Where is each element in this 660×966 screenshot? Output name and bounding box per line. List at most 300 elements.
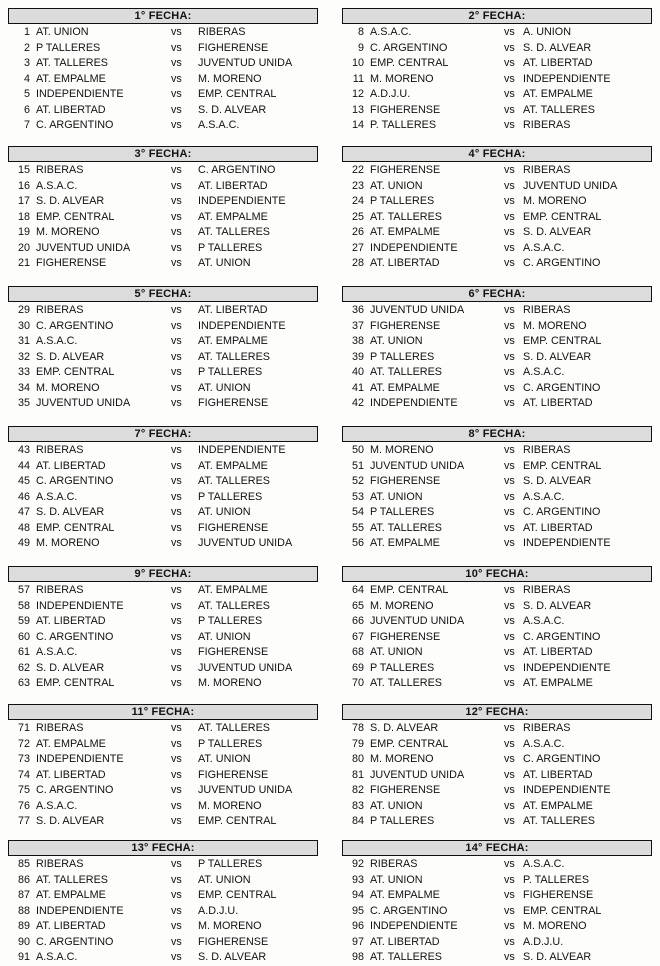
- match-number: 89: [17, 920, 30, 932]
- match-number: 70: [351, 677, 364, 689]
- vs-label: vs: [504, 319, 515, 332]
- home-team: RIBERAS: [370, 858, 418, 870]
- away-team: C. ARGENTINO: [523, 753, 601, 765]
- fecha-block: [342, 426, 652, 552]
- match-row: [342, 381, 652, 397]
- match-number: 78: [351, 722, 364, 734]
- match-number: 47: [17, 506, 30, 518]
- home-team: C. ARGENTINO: [370, 904, 448, 917]
- match-row: [342, 474, 652, 490]
- home-team: INDEPENDIENTE: [370, 920, 458, 932]
- match-number: 82: [351, 784, 364, 796]
- fecha-title: 12° FECHA:: [342, 704, 652, 720]
- match-row: [8, 768, 318, 784]
- home-team: AT. EMPALME: [36, 72, 106, 85]
- vs-label: vs: [171, 103, 182, 116]
- vs-label: vs: [171, 26, 182, 38]
- vs-label: vs: [171, 537, 182, 549]
- vs-label: vs: [504, 737, 515, 750]
- vs-label: vs: [504, 858, 515, 870]
- away-team: AT. TALLERES: [523, 103, 596, 116]
- match-row: [342, 536, 652, 552]
- home-team: A.S.A.C.: [36, 335, 78, 347]
- match-number: 49: [17, 537, 30, 549]
- home-team: P TALLERES: [370, 506, 435, 518]
- match-row: [8, 950, 318, 966]
- match-row: [342, 919, 652, 935]
- vs-label: vs: [504, 677, 515, 689]
- match-row: [342, 350, 652, 366]
- match-number: 46: [17, 490, 30, 503]
- match-row: [8, 904, 318, 920]
- match-row: [342, 103, 652, 119]
- vs-label: vs: [171, 889, 182, 901]
- vs-label: vs: [504, 615, 515, 627]
- match-row: [8, 873, 318, 889]
- vs-label: vs: [504, 444, 515, 456]
- fecha-title: 10° FECHA:: [342, 566, 652, 582]
- vs-label: vs: [171, 599, 182, 612]
- match-number: 67: [351, 630, 364, 643]
- match-row: [8, 459, 318, 475]
- match-row: [8, 163, 318, 179]
- match-number: 13: [351, 103, 364, 116]
- match-number: 95: [351, 904, 364, 917]
- vs-label: vs: [504, 920, 515, 932]
- vs-label: vs: [504, 646, 515, 658]
- home-team: A.S.A.C.: [36, 179, 78, 192]
- match-number: 98: [351, 951, 364, 963]
- match-row: [342, 459, 652, 475]
- fecha-block: [342, 704, 652, 830]
- vs-label: vs: [504, 210, 515, 223]
- match-row: [8, 645, 318, 661]
- match-number: 17: [17, 195, 30, 207]
- match-row: [342, 583, 652, 599]
- away-team: AT. LIBERTAD: [523, 397, 593, 409]
- away-team: AT. LIBERTAD: [198, 179, 268, 192]
- home-team: M. MORENO: [370, 753, 434, 765]
- away-team: INDEPENDIENTE: [523, 72, 611, 85]
- home-team: AT. TALLERES: [370, 210, 443, 223]
- home-team: AT. LIBERTAD: [370, 935, 440, 948]
- away-team: INDEPENDIENTE: [198, 444, 286, 456]
- match-row: [8, 41, 318, 57]
- match-number: 84: [351, 815, 364, 827]
- away-team: A.S.A.C.: [198, 119, 240, 131]
- match-number: 8: [357, 26, 364, 38]
- away-team: FIGHERENSE: [198, 397, 269, 409]
- home-team: AT. TALLERES: [370, 951, 443, 963]
- match-number: 76: [17, 799, 30, 812]
- home-team: S. D. ALVEAR: [370, 722, 439, 734]
- vs-label: vs: [171, 920, 182, 932]
- vs-label: vs: [504, 815, 515, 827]
- match-number: 19: [17, 226, 30, 238]
- match-number: 92: [351, 858, 364, 870]
- home-team: AT. TALLERES: [36, 873, 109, 886]
- match-number: 80: [351, 753, 364, 765]
- home-team: RIBERAS: [36, 164, 84, 176]
- vs-label: vs: [504, 335, 515, 347]
- match-row: [8, 919, 318, 935]
- match-row: [8, 857, 318, 873]
- away-team: P TALLERES: [198, 858, 263, 870]
- fecha-title: 7° FECHA:: [8, 426, 318, 442]
- away-team: S. D. ALVEAR: [523, 475, 592, 487]
- match-row: [342, 443, 652, 459]
- match-number: 97: [351, 935, 364, 948]
- home-team: AT. LIBERTAD: [36, 103, 106, 116]
- home-team: EMP. CENTRAL: [370, 57, 449, 69]
- away-team: A.D.J.U.: [198, 904, 239, 917]
- vs-label: vs: [171, 459, 182, 472]
- vs-label: vs: [504, 57, 515, 69]
- match-row: [8, 599, 318, 615]
- fecha-title: 14° FECHA:: [342, 840, 652, 856]
- match-number: 7: [23, 119, 30, 131]
- match-number: 38: [351, 335, 364, 347]
- vs-label: vs: [504, 506, 515, 518]
- vs-label: vs: [504, 904, 515, 917]
- match-number: 37: [351, 319, 364, 332]
- home-team: INDEPENDIENTE: [370, 241, 458, 254]
- home-team: AT. LIBERTAD: [36, 768, 106, 781]
- vs-label: vs: [504, 179, 515, 192]
- away-team: AT. LIBERTAD: [198, 304, 268, 316]
- vs-label: vs: [171, 490, 182, 503]
- away-team: FIGHERENSE: [198, 768, 269, 781]
- away-team: JUVENTUD UNIDA: [198, 537, 293, 549]
- match-row: [8, 490, 318, 506]
- fecha-title: 3° FECHA:: [8, 146, 318, 162]
- home-team: RIBERAS: [36, 304, 84, 316]
- home-team: AT. TALLERES: [370, 677, 443, 689]
- vs-label: vs: [171, 119, 182, 131]
- vs-label: vs: [504, 537, 515, 549]
- home-team: AT. TALLERES: [370, 521, 443, 534]
- match-number: 69: [351, 661, 364, 674]
- vs-label: vs: [504, 768, 515, 781]
- match-row: [342, 210, 652, 226]
- vs-label: vs: [504, 722, 515, 734]
- match-number: 68: [351, 646, 364, 658]
- home-team: M. MORENO: [370, 444, 434, 456]
- home-team: AT. UNION: [370, 179, 423, 192]
- match-number: 91: [17, 951, 30, 963]
- away-team: EMP. CENTRAL: [523, 904, 602, 917]
- fecha-title: 1° FECHA:: [8, 8, 318, 24]
- match-row: [8, 536, 318, 552]
- vs-label: vs: [504, 26, 515, 38]
- match-number: 77: [17, 815, 30, 827]
- match-row: [8, 521, 318, 537]
- match-row: [8, 443, 318, 459]
- home-team: S. D. ALVEAR: [36, 350, 105, 363]
- match-number: 28: [351, 257, 364, 269]
- match-row: [342, 599, 652, 615]
- match-row: [342, 225, 652, 241]
- home-team: RIBERAS: [36, 444, 84, 456]
- match-row: [342, 163, 652, 179]
- vs-label: vs: [504, 397, 515, 409]
- away-team: AT. UNION: [198, 873, 251, 886]
- match-number: 12: [351, 88, 364, 100]
- away-team: M. MORENO: [523, 195, 587, 207]
- match-row: [342, 614, 652, 630]
- fecha-title: 9° FECHA:: [8, 566, 318, 582]
- match-row: [342, 25, 652, 41]
- match-number: 40: [351, 366, 364, 378]
- match-row: [8, 103, 318, 119]
- home-team: A.S.A.C.: [370, 26, 412, 38]
- match-number: 54: [351, 506, 364, 518]
- match-row: [342, 935, 652, 951]
- match-number: 36: [351, 304, 364, 316]
- match-row: [342, 118, 652, 134]
- match-row: [8, 56, 318, 72]
- home-team: EMP. CENTRAL: [36, 677, 115, 689]
- vs-label: vs: [504, 784, 515, 796]
- vs-label: vs: [171, 475, 182, 487]
- match-row: [342, 645, 652, 661]
- home-team: P TALLERES: [370, 815, 435, 827]
- match-row: [8, 752, 318, 768]
- match-row: [342, 904, 652, 920]
- vs-label: vs: [504, 304, 515, 316]
- match-number: 4: [23, 72, 30, 85]
- away-team: S. D. ALVEAR: [198, 951, 267, 963]
- away-team: RIBERAS: [523, 584, 571, 596]
- match-number: 2: [23, 41, 30, 54]
- vs-label: vs: [504, 241, 515, 254]
- home-team: INDEPENDIENTE: [36, 88, 124, 100]
- home-team: P TALLERES: [370, 661, 435, 674]
- match-row: [342, 873, 652, 889]
- home-team: A.S.A.C.: [36, 951, 78, 963]
- match-row: [8, 783, 318, 799]
- home-team: AT. LIBERTAD: [36, 920, 106, 932]
- home-team: AT. LIBERTAD: [36, 615, 106, 627]
- vs-label: vs: [504, 103, 515, 116]
- match-number: 32: [17, 350, 30, 363]
- away-team: INDEPENDIENTE: [523, 537, 611, 549]
- match-number: 31: [17, 335, 30, 347]
- away-team: P TALLERES: [198, 615, 263, 627]
- vs-label: vs: [171, 335, 182, 347]
- match-row: [342, 56, 652, 72]
- fecha-title: 11° FECHA:: [8, 704, 318, 720]
- away-team: AT. UNION: [198, 257, 251, 269]
- away-team: EMP. CENTRAL: [523, 210, 602, 223]
- home-team: EMP. CENTRAL: [370, 584, 449, 596]
- home-team: A.S.A.C.: [36, 490, 78, 503]
- match-row: [342, 194, 652, 210]
- away-team: FIGHERENSE: [198, 646, 269, 658]
- vs-label: vs: [171, 444, 182, 456]
- match-row: [8, 319, 318, 335]
- vs-label: vs: [504, 935, 515, 948]
- match-number: 93: [351, 873, 364, 886]
- vs-label: vs: [171, 319, 182, 332]
- match-row: [342, 319, 652, 335]
- vs-label: vs: [504, 350, 515, 363]
- home-team: AT. UNION: [370, 335, 423, 347]
- vs-label: vs: [171, 661, 182, 674]
- home-team: FIGHERENSE: [370, 784, 441, 796]
- home-team: C. ARGENTINO: [36, 119, 114, 131]
- match-row: [342, 490, 652, 506]
- away-team: AT. EMPALME: [198, 335, 268, 347]
- match-number: 64: [351, 584, 364, 596]
- home-team: AT. UNION: [370, 490, 423, 503]
- match-number: 53: [351, 490, 364, 503]
- away-team: AT. LIBERTAD: [523, 57, 593, 69]
- match-number: 45: [17, 475, 30, 487]
- match-row: [342, 365, 652, 381]
- match-number: 87: [17, 889, 30, 901]
- match-number: 57: [17, 584, 30, 596]
- match-row: [342, 396, 652, 412]
- vs-label: vs: [504, 366, 515, 378]
- vs-label: vs: [504, 164, 515, 176]
- fecha-block: [8, 566, 318, 692]
- match-row: [8, 396, 318, 412]
- away-team: A.S.A.C.: [523, 737, 565, 750]
- match-row: [8, 381, 318, 397]
- match-number: 21: [17, 257, 30, 269]
- vs-label: vs: [171, 768, 182, 781]
- match-number: 1: [23, 26, 30, 38]
- match-row: [8, 661, 318, 677]
- fecha-block: [8, 704, 318, 830]
- home-team: RIBERAS: [36, 722, 84, 734]
- vs-label: vs: [171, 722, 182, 734]
- home-team: C. ARGENTINO: [370, 41, 448, 54]
- away-team: EMP. CENTRAL: [523, 335, 602, 347]
- match-row: [342, 179, 652, 195]
- vs-label: vs: [504, 226, 515, 238]
- away-team: INDEPENDIENTE: [523, 784, 611, 796]
- fecha-title: 8° FECHA:: [342, 426, 652, 442]
- fecha-title: 13° FECHA:: [8, 840, 318, 856]
- away-team: AT. EMPALME: [523, 799, 593, 812]
- match-row: [8, 179, 318, 195]
- fecha-block: [8, 286, 318, 412]
- home-team: M. MORENO: [370, 599, 434, 612]
- match-number: 96: [351, 920, 364, 932]
- home-team: AT. EMPALME: [36, 889, 106, 901]
- match-number: 55: [351, 521, 364, 534]
- away-team: A.S.A.C.: [523, 615, 565, 627]
- home-team: FIGHERENSE: [370, 164, 441, 176]
- away-team: A.S.A.C.: [523, 490, 565, 503]
- vs-label: vs: [171, 226, 182, 238]
- match-number: 79: [351, 737, 364, 750]
- match-number: 27: [351, 241, 364, 254]
- vs-label: vs: [171, 41, 182, 54]
- home-team: RIBERAS: [36, 584, 84, 596]
- home-team: EMP. CENTRAL: [36, 521, 115, 534]
- away-team: M. MORENO: [523, 920, 587, 932]
- vs-label: vs: [171, 904, 182, 917]
- match-number: 30: [17, 319, 30, 332]
- match-number: 71: [17, 722, 30, 734]
- match-row: [342, 721, 652, 737]
- away-team: C. ARGENTINO: [523, 630, 601, 643]
- vs-label: vs: [171, 195, 182, 207]
- fecha-title: 6° FECHA:: [342, 286, 652, 302]
- match-row: [342, 630, 652, 646]
- home-team: S. D. ALVEAR: [36, 661, 105, 674]
- match-row: [8, 505, 318, 521]
- home-team: AT. TALLERES: [370, 366, 443, 378]
- away-team: AT. LIBERTAD: [523, 646, 593, 658]
- away-team: S. D. ALVEAR: [198, 103, 267, 116]
- match-row: [342, 256, 652, 272]
- vs-label: vs: [171, 951, 182, 963]
- home-team: A.S.A.C.: [36, 799, 78, 812]
- vs-label: vs: [171, 72, 182, 85]
- away-team: AT. LIBERTAD: [523, 768, 593, 781]
- away-team: S. D. ALVEAR: [523, 350, 592, 363]
- away-team: EMP. CENTRAL: [523, 459, 602, 472]
- away-team: AT. EMPALME: [198, 459, 268, 472]
- home-team: JUVENTUD UNIDA: [370, 615, 465, 627]
- vs-label: vs: [171, 737, 182, 750]
- home-team: INDEPENDIENTE: [36, 753, 124, 765]
- match-row: [342, 303, 652, 319]
- fecha-block: [342, 8, 652, 134]
- match-number: 11: [352, 72, 364, 85]
- away-team: P TALLERES: [198, 737, 263, 750]
- away-team: EMP. CENTRAL: [198, 815, 277, 827]
- match-number: 90: [17, 935, 30, 948]
- home-team: EMP. CENTRAL: [36, 210, 115, 223]
- away-team: JUVENTUD UNIDA: [198, 57, 293, 69]
- match-row: [342, 241, 652, 257]
- home-team: S. D. ALVEAR: [36, 815, 105, 827]
- vs-label: vs: [504, 630, 515, 643]
- vs-label: vs: [504, 521, 515, 534]
- home-team: AT. LIBERTAD: [36, 459, 106, 472]
- home-team: M. MORENO: [36, 226, 100, 238]
- vs-label: vs: [171, 506, 182, 518]
- vs-label: vs: [171, 584, 182, 596]
- vs-label: vs: [171, 257, 182, 269]
- match-number: 14: [351, 119, 364, 131]
- vs-label: vs: [171, 241, 182, 254]
- home-team: EMP. CENTRAL: [370, 737, 449, 750]
- away-team: S. D. ALVEAR: [523, 41, 592, 54]
- match-row: [8, 737, 318, 753]
- home-team: A.D.J.U.: [370, 88, 411, 100]
- match-number: 75: [17, 784, 30, 796]
- match-number: 26: [351, 226, 364, 238]
- away-team: A.S.A.C.: [523, 366, 565, 378]
- match-row: [342, 676, 652, 692]
- home-team: S. D. ALVEAR: [36, 195, 105, 207]
- match-number: 34: [17, 381, 30, 394]
- match-row: [342, 72, 652, 88]
- away-team: M. MORENO: [198, 72, 262, 85]
- match-number: 83: [351, 799, 364, 812]
- match-number: 56: [351, 537, 364, 549]
- vs-label: vs: [504, 257, 515, 269]
- away-team: JUVENTUD UNIDA: [523, 179, 618, 192]
- match-row: [8, 72, 318, 88]
- match-number: 15: [17, 164, 30, 176]
